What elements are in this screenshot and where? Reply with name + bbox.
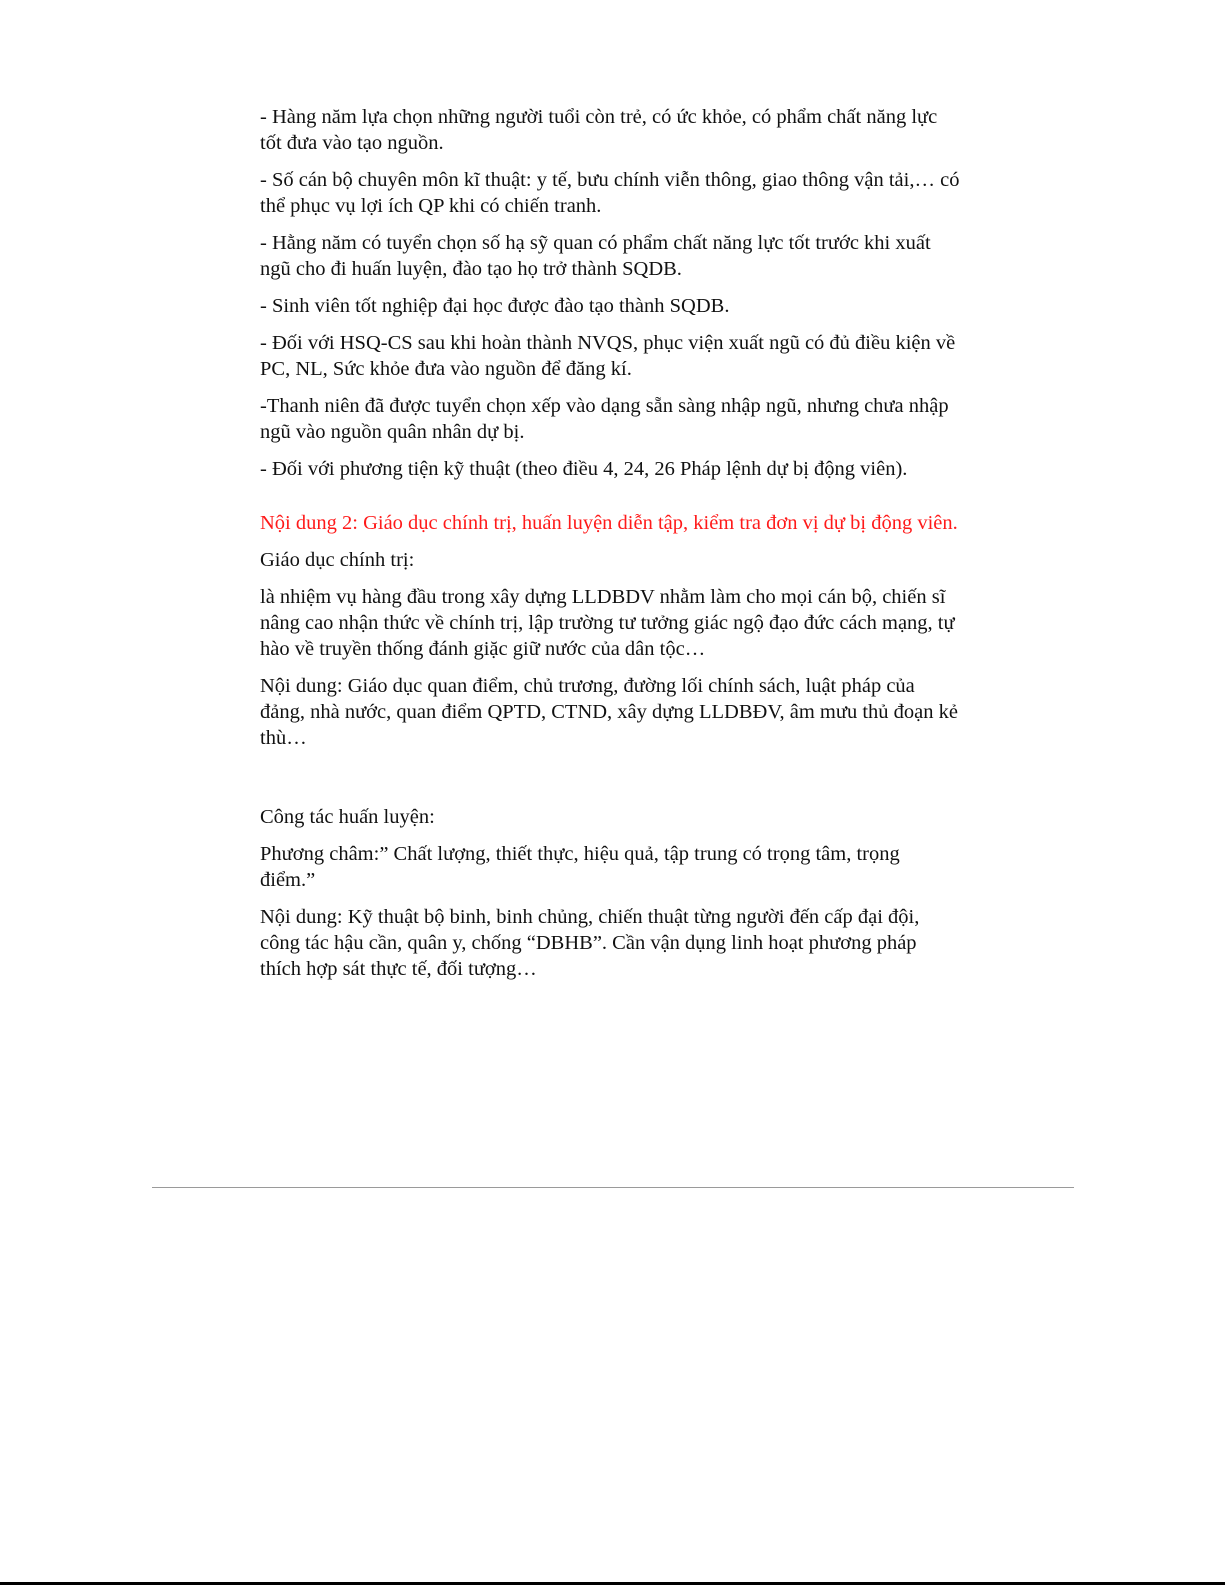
political-education-description: là nhiệm vụ hàng đầu trong xây dựng LLDBDV nhằm làm cho mọi cán bộ, chiến sĩ nâng cao nhận thức về chính trị, lập trường tư tưởng giác ngộ đạo đức cách mạng, tự hào về truyền thống đánh giặc giữ nước của dân tộc… [260, 586, 955, 660]
political-education-content: Nội dung: Giáo dục quan điểm, chủ trương, đường lối chính sách, luật pháp của đảng, nhà nước, quan điểm QPTD, CTND, xây dựng LLDBĐV, âm mưu thủ đoạn kẻ thù… [260, 675, 958, 749]
blank-line [260, 762, 960, 804]
paragraph-nco-training: - Hằng năm có tuyển chọn số hạ sỹ quan có phẩm chất năng lực tốt trước khi xuất ngũ cho đi huấn luyện, đào tạo họ trở thành SQDB. [260, 232, 931, 280]
political-education-title: Giáo dục chính trị: [260, 549, 415, 571]
document-page [260, 104, 960, 993]
paragraph-hsq-cs: - Đối với HSQ-CS sau khi hoàn thành NVQS, phục viện xuất ngũ có đủ điều kiện về PC, NL, Sức khỏe đưa vào nguồn để đăng kí. [260, 332, 956, 380]
training-title: Công tác huấn luyện: [260, 806, 435, 828]
paragraph-youth-selection: - Hàng năm lựa chọn những người tuổi còn trẻ, có ức khỏe, có phẩm chất năng lực tốt đưa vào tạo nguồn. [260, 106, 938, 154]
section-heading: Nội dung 2: Giáo dục chính trị, huấn luyện diễn tập, kiểm tra đơn vị dự bị động viên. [260, 512, 958, 534]
training-motto: Phương châm:” Chất lượng, thiết thực, hiệu quả, tập trung có trọng tâm, trọng điểm.” [260, 843, 900, 891]
paragraph-technical-means: - Đối với phương tiện kỹ thuật (theo điều 4, 24, 26 Pháp lệnh dự bị động viên). [260, 458, 908, 480]
page-divider [152, 1187, 1074, 1188]
training-content: Nội dung: Kỹ thuật bộ binh, binh chủng, chiến thuật từng người đến cấp đại đội, công tác hậu cần, quân y, chống “DBHB”. Cần vận dụng linh hoạt phương pháp thích hợp sát thực tế, đối tượng… [260, 906, 920, 980]
paragraph-youth-ready: -Thanh niên đã được tuyển chọn xếp vào dạng sẵn sàng nhập ngũ, nhưng chưa nhập ngũ vào nguồn quân nhân dự bị. [260, 395, 949, 443]
paragraph-technical-staff: - Số cán bộ chuyên môn kĩ thuật: y tế, bưu chính viễn thông, giao thông vận tải,… có thể phục vụ lợi ích QP khi có chiến tranh. [260, 169, 960, 217]
paragraph-graduates: - Sinh viên tốt nghiệp đại học được đào tạo thành SQDB. [260, 295, 730, 317]
